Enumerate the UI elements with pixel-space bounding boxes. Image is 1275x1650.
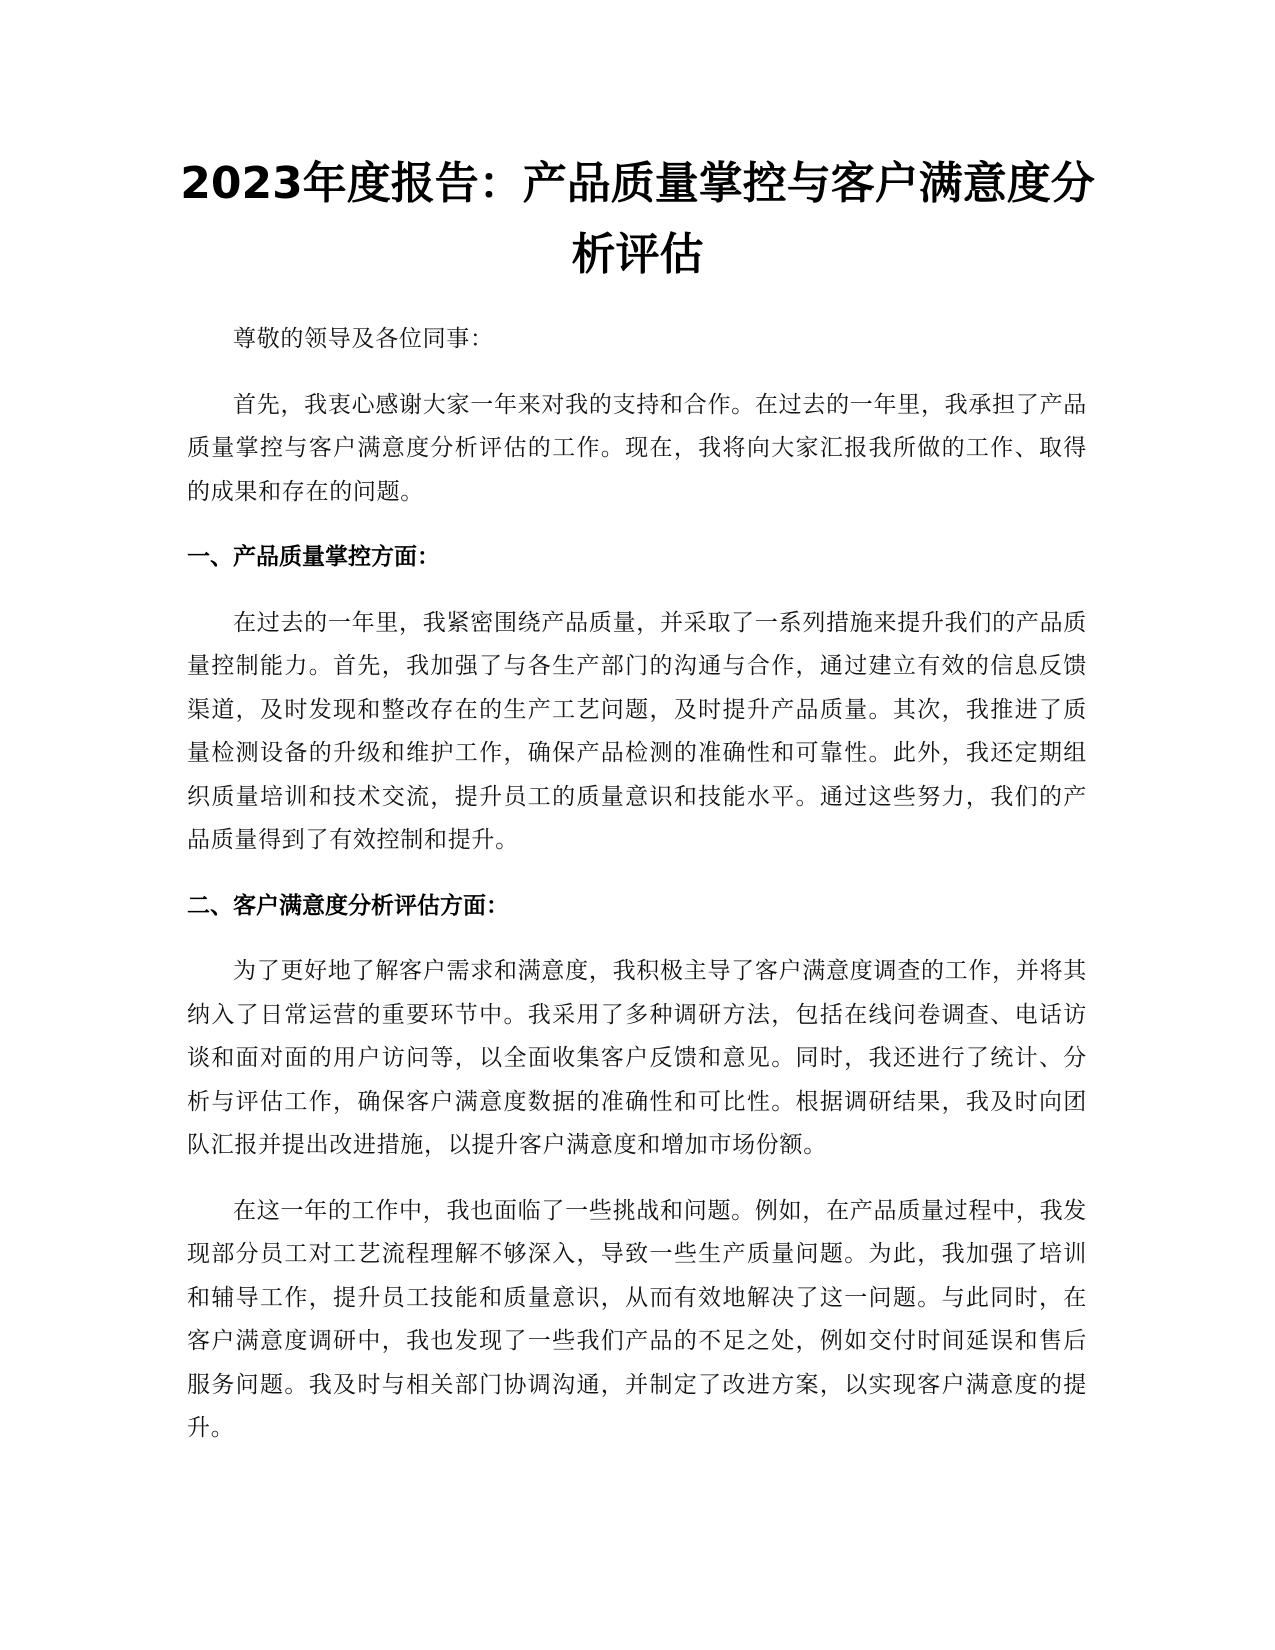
section-paragraph-customer-satisfaction: 为了更好地了解客户需求和满意度，我积极主导了客户满意度调查的工作，并将其纳入了日常运营的重要环节中。我采用了多种调研方法，包括在线问卷调查、电话访谈和面对面的用户访问等，以全面收集客户反馈和意见。同时，我还进行了统计、分析与评估工作，确保客户满意度数据的准确性和可比性。根据调研结果，我及时向团队汇报并提出改进措施，以提升客户满意度和增加市场份额。 xyxy=(187,958,1087,1158)
intro-paragraph: 首先，我衷心感谢大家一年来对我的支持和合作。在过去的一年里，我承担了产品质量掌控与客户满意度分析评估的工作。现在，我将向大家汇报我所做的工作、取得的成果和存在的问题。 xyxy=(187,391,1087,505)
section-heading-quality-control: 一、产品质量掌控方面： xyxy=(187,544,440,570)
section-paragraph-quality-control: 在过去的一年里，我紧密围绕产品质量，并采取了一系列措施来提升我们的产品质量控制能力。首先，我加强了与各生产部门的沟通与合作，通过建立有效的信息反馈渠道，及时发现和整改存在的生产工艺问题，及时提升产品质量。其次，我推进了质量检测设备的升级和维护工作，确保产品检测的准确性和可靠性。此外，我还定期组织质量培训和技术交流，提升员工的质量意识和技能水平。通过这些努力，我们的产品质量得到了有效控制和提升。 xyxy=(187,609,1087,853)
document-title: 2023年度报告：产品质量掌控与客户满意度分析评估 xyxy=(180,158,1095,280)
section-heading-customer-satisfaction: 二、客户满意度分析评估方面： xyxy=(187,892,509,919)
document-body xyxy=(187,318,1087,1451)
greeting-paragraph: 尊敬的领导及各位同事： xyxy=(233,326,494,352)
section-paragraph-challenges: 在这一年的工作中，我也面临了一些挑战和问题。例如，在产品质量过程中，我发现部分员工对工艺流程理解不够深入，导致一些生产质量问题。为此，我加强了培训和辅导工作，提升员工技能和质量意识，从而有效地解决了这一问题。与此同时，在客户满意度调研中，我也发现了一些我们产品的不足之处，例如交付时间延误和售后服务问题。我及时与相关部门协调沟通，并制定了改进方案，以实现客户满意度的提升。 xyxy=(187,1197,1087,1441)
